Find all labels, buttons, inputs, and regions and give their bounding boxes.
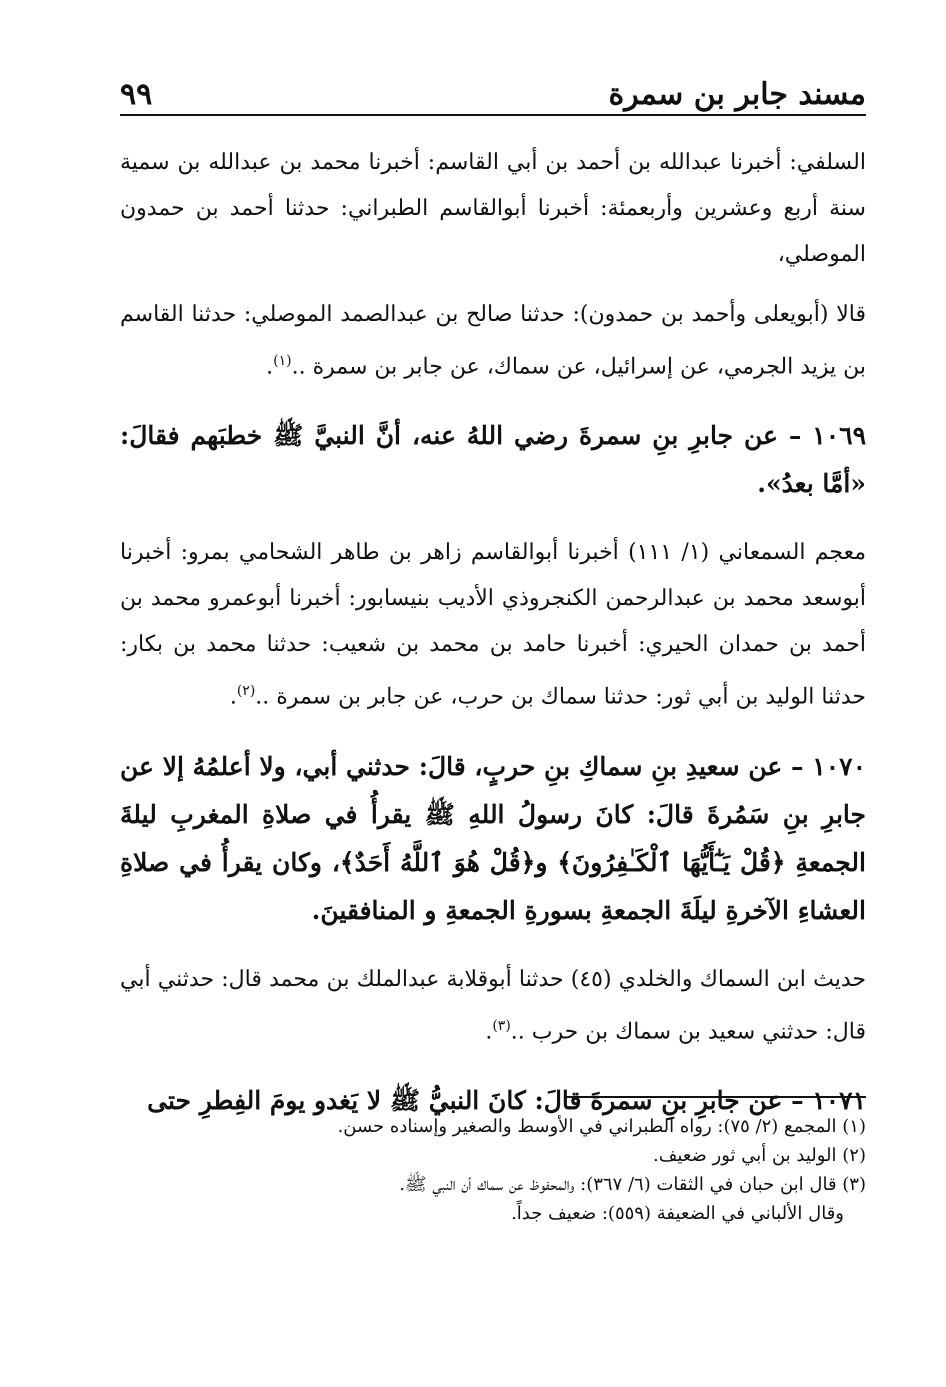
footnote-continuation: وقال الألباني في الضعيفة (٥٥٩): ضعيف جداً. — [511, 1203, 844, 1224]
source-paragraph: السلفي: أخبرنا عبدالله بن أحمد بن أبي القاسم: أخبرنا محمد بن عبدالله بن سمية سنة أربع وعشرين وأربعمئة: أخبرنا أبوالقاسم الطبراني: حدثنا أحمد بن حمدون الموصلي، قالا (أبويعلى وأحمد بن حمدون): حدثنا صالح بن عبدالصمد الموصلي: حدثنا القاسم بن يزيد الجرمي، عن إسرائيل، عن سماك، عن جابر بن سمرة ..$^{(١)}$. — [120, 150, 866, 380]
source-text: السلفي: أخبرنا عبدالله بن أحمد بن أبي القاسم: أخبرنا محمد بن عبدالله بن سمية سنة أربع وعشرين وأربعمئة: أخبرنا أبوالقاسم الطبراني: حدثنا أحمد بن حمدون الموصلي، — [120, 150, 866, 267]
footnote-ref: (٣) — [492, 1017, 511, 1034]
hadith-paragraph — [120, 412, 866, 508]
hadith-text: ١٠٧١ – عن جابرِ بنِ سمرةَ قالَ: كانَ النبيُّ ﷺ لا يَغدو يومَ الفِطرِ حتى — [147, 1085, 866, 1115]
source-text: حديث ابن السماك والخلدي (٤٥) حدثنا أبوقلابة عبدالملك بن محمد قال: حدثني أبي قال: حدثني سعيد بن سماك بن حرب .. — [120, 966, 866, 1044]
footnote-ref: (١) — [273, 353, 292, 369]
footnotes — [120, 1096, 866, 1228]
hadith-paragraph — [120, 743, 866, 935]
footnote: (٣) قال ابن حبان في الثقات (٦/ ٣٦٧): والمحفوظ عن سماك أن النبي ﷺ. — [399, 1174, 866, 1195]
running-header — [120, 70, 866, 116]
source-text: قالا (أبويعلى وأحمد بن حمدون): حدثنا صالح بن عبدالصمد الموصلي: حدثنا القاسم بن يزيد الجرمي، عن إسرائيل، عن سماك، عن جابر بن سمرة .. — [120, 302, 866, 380]
source-text: معجم السمعاني (١/ ١١١) أخبرنا أبوالقاسم زاهر بن طاهر الشحامي بمرو: أخبرنا أبوسعد محمد بن عبدالرحمن الكنجروذي الأديب بنيسابور: أخبرنا أبوعمرو محمد بن أحمد بن حمدان الحيري: أخبرنا حامد بن محمد بن شعيب: حدثنا محمد بن بكار: حدثنا الوليد بن أبي ثور: حدثنا سماك بن حرب، عن جابر بن سمرة .. — [120, 540, 867, 710]
footnote-ref: (٢) — [236, 683, 256, 700]
footnote-divider — [566, 1096, 866, 1098]
page-number: ٩٩ — [120, 77, 153, 112]
source-paragraph: معجم السمعاني (١/ ١١١) أخبرنا أبوالقاسم زاهر بن طاهر الشحامي بمرو: أخبرنا أبوسعد محمد بن عبدالرحمن الكنجروذي الأديب بنيسابور: أخبرنا أبوعمرو محمد بن أحمد بن حمدان الحيري: أخبرنا حامد بن محمد بن شعيب: حدثنا محمد بن بكار: حدثنا الوليد بن أبي ثور: حدثنا سماك بن حرب، عن جابر بن سمرة ..$^{(٢)}$. — [120, 540, 867, 710]
header-title: مسند جابر بن سمرة — [608, 77, 866, 112]
footnote: (٢) الوليد بن أبي ثور ضعيف. — [653, 1145, 866, 1166]
hadith-text: ١٠٦٩ – عن جابرِ بنِ سمرةَ رضي اللهُ عنه، أنَّ النبيَّ ﷺ خطبَهم فقالَ: «أمَّا بعدُ». — [120, 421, 867, 499]
footnote: (١) المجمع (٢/ ٧٥): رواه الطبراني في الأوسط والصغير وإسناده حسن. — [337, 1116, 866, 1137]
main-text — [120, 140, 866, 1147]
hadith-text: ١٠٧٠ – عن سعيدِ بنِ سماكِ بنِ حربٍ، قالَ: حدثني أبي، ولا أعلمُهُ إلا عن جابرِ بنِ سَمُرةَ قالَ: كانَ رسولُ اللهِ ﷺ يقرأُ في صلاةِ المغربِ ليلةَ الجمعةِ ﴿قُلْ يَـٰٓأَيُّهَا ٱلْكَـٰفِرُونَ﴾ و﴿قُلْ هُوَ ٱللَّهُ أَحَدٌ﴾، وكان يقرأُ في صلاةِ العشاءِ الآخرةِ ليلَةَ الجمعةِ بسورةِ الجمعةِ و المنافقينَ. — [120, 751, 866, 925]
source-paragraph: حديث ابن السماك والخلدي (٤٥) حدثنا أبوقلابة عبدالملك بن محمد قال: حدثني أبي قال: حدثني سعيد بن سماك بن حرب ..$^{(٣)}$. — [120, 966, 866, 1044]
